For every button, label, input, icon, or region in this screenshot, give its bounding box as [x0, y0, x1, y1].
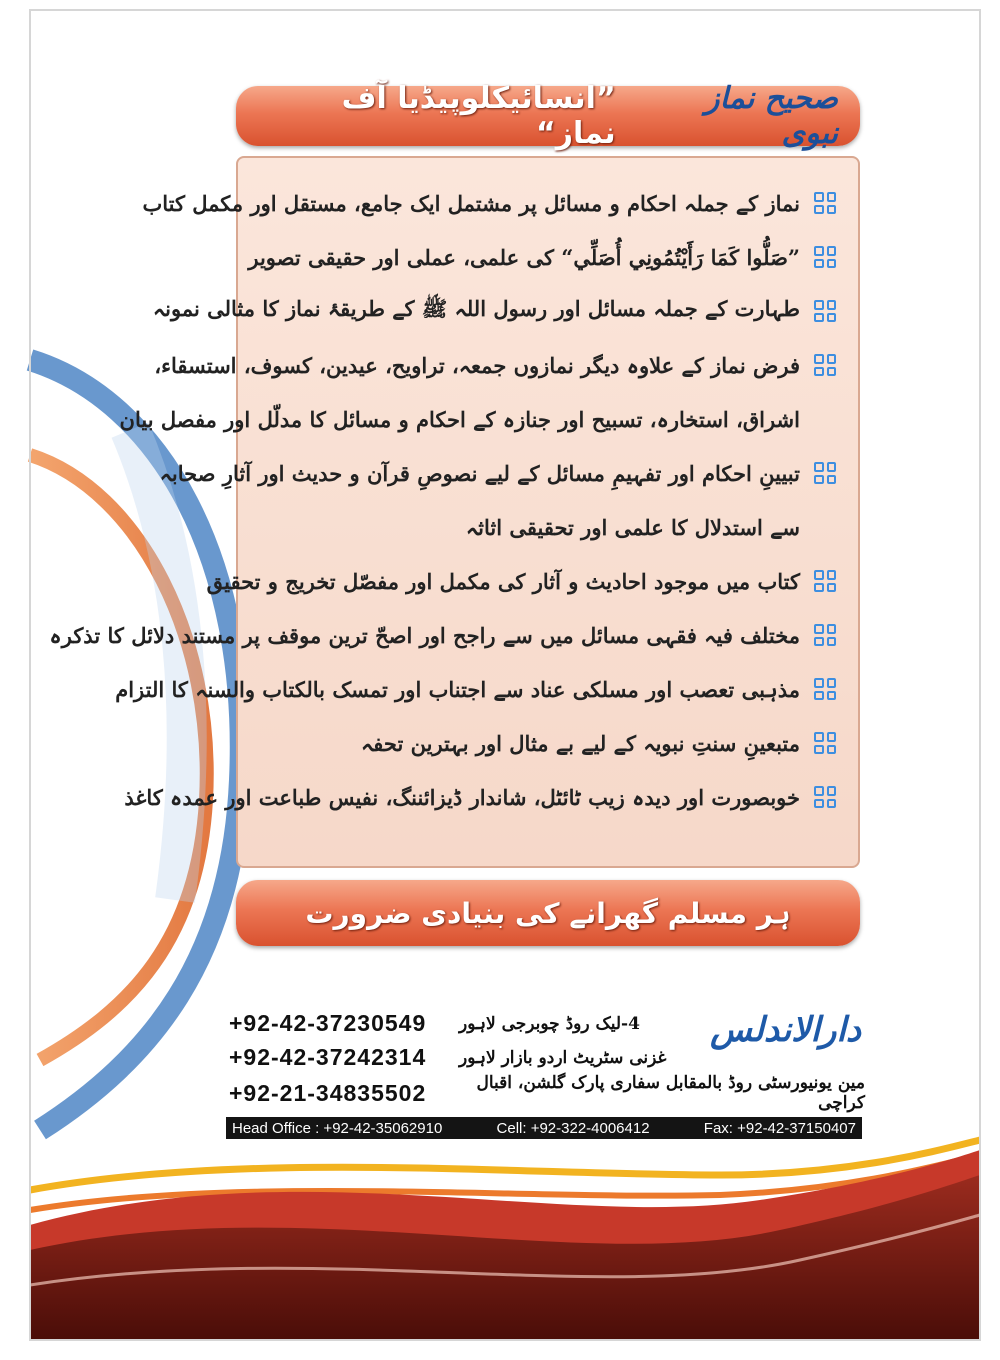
- feature-text: طہارت کے جملہ مسائل اور رسول اللہ ﷺ کے طریقۂ نماز کا مثالی نمونہ: [152, 295, 800, 321]
- book-subtitle: ”انسائیکلوپیڈیا آف نماز“: [341, 81, 616, 151]
- tagline-banner: [236, 880, 860, 946]
- feature-text: تبیینِ احکام اور تفہیمِ مسائل کے لیے نصوصِ قرآن و حدیث اور آثارِ صحابہ: [159, 460, 800, 486]
- feature-line-continued: [119, 392, 836, 446]
- publisher-logo: دارالاندلس: [710, 1010, 861, 1050]
- bullet-icon: [814, 678, 836, 700]
- phone-number: +92-42-37230549: [229, 1009, 427, 1036]
- feature-line: [124, 770, 836, 824]
- feature-text: ”صَلُّوا كَمَا رَأَيْتُمُونِي أُصَلِّي“ کی علمی، عملی اور حقیقی تصویر: [248, 244, 800, 270]
- feature-text: خوبصورت اور دیدہ زیب ٹائٹل، شاندار ڈیزائننگ، نفیس طباعت اور عمدہ کاغذ: [124, 784, 800, 810]
- bullet-icon: [814, 624, 836, 646]
- bullet-icon: [814, 354, 836, 376]
- bullet-icon: [814, 732, 836, 754]
- address: مین یونیورسٹی روڈ بالمقابل سفاری پارک گلشن، اقبال کراچی: [476, 1073, 865, 1113]
- feature-line: [142, 176, 836, 230]
- title-banner: [236, 81, 860, 151]
- bullet-icon: [814, 462, 836, 484]
- bullet-icon: [814, 786, 836, 808]
- feature-text: مذہبی تعصب اور مسلکی عناد سے اجتناب اور تمسک بالکتاب والسنہ کا التزام: [115, 676, 800, 702]
- feature-text: متبعینِ سنتِ نبویہ کے لیے بے مثال اور بہترین تحفہ: [361, 730, 800, 756]
- feature-line: [152, 284, 836, 338]
- phone-number: +92-42-37242314: [229, 1043, 427, 1070]
- fax-number: Fax: +92-42-37150407: [703, 1119, 856, 1137]
- feature-text: فرض نماز کے علاوہ دیگر نمازوں جمعہ، تراویح، عیدین، کسوف، استسقاء،: [154, 352, 800, 378]
- feature-text: اشراق، استخارہ، تسبیح اور جنازہ کے احکام و مسائل کا مدلّل اور مفصل بیان: [119, 406, 800, 432]
- features-panel: [49, 156, 860, 868]
- feature-line: [248, 230, 836, 284]
- feature-text: سے استدلال کا علمی اور تحقیقی اثاثہ: [465, 514, 800, 540]
- bullet-icon: [814, 192, 836, 214]
- head-office-bar: [226, 1117, 862, 1139]
- bullet-icon: [814, 246, 836, 268]
- contact-row: [229, 1008, 640, 1038]
- feature-text: کتاب میں موجود احادیث و آثار کی مکمل اور مفصّل تخریج و تحقیق: [206, 568, 800, 594]
- feature-line: [260, 716, 836, 770]
- book-title: صحیح نماز نبوی: [704, 81, 838, 151]
- contact-row: [229, 1042, 666, 1072]
- contact-row: [229, 1073, 865, 1113]
- feature-line-continued: [260, 500, 836, 554]
- tagline-text: ہر مسلم گھرانے کی بنیادی ضرورت: [305, 896, 791, 930]
- feature-line: [115, 662, 836, 716]
- phone-number: +92-21-34835502: [229, 1079, 427, 1106]
- feature-text: نماز کے جملہ احکام و مسائل پر مشتمل ایک جامع، مستقل اور مکمل کتاب: [142, 190, 800, 216]
- feature-line: [154, 338, 836, 392]
- address: 4-لیک روڈ چوبرجی لاہور: [459, 1013, 640, 1034]
- feature-line: [49, 608, 836, 662]
- feature-text: مختلف فیہ فقہی مسائل میں سے راجح اور اصحّ ترین موقف پر مستند دلائل کا تذکرہ: [49, 622, 800, 648]
- feature-line: [159, 446, 836, 500]
- head-office-number: Head Office : +92-42-35062910: [232, 1119, 443, 1137]
- bullet-icon: [814, 570, 836, 592]
- cell-number: Cell: +92-322-4006412: [496, 1119, 650, 1137]
- bullet-icon: [814, 300, 836, 322]
- address: غزنی سٹریٹ اردو بازار لاہور: [459, 1047, 667, 1068]
- feature-line: [206, 554, 836, 608]
